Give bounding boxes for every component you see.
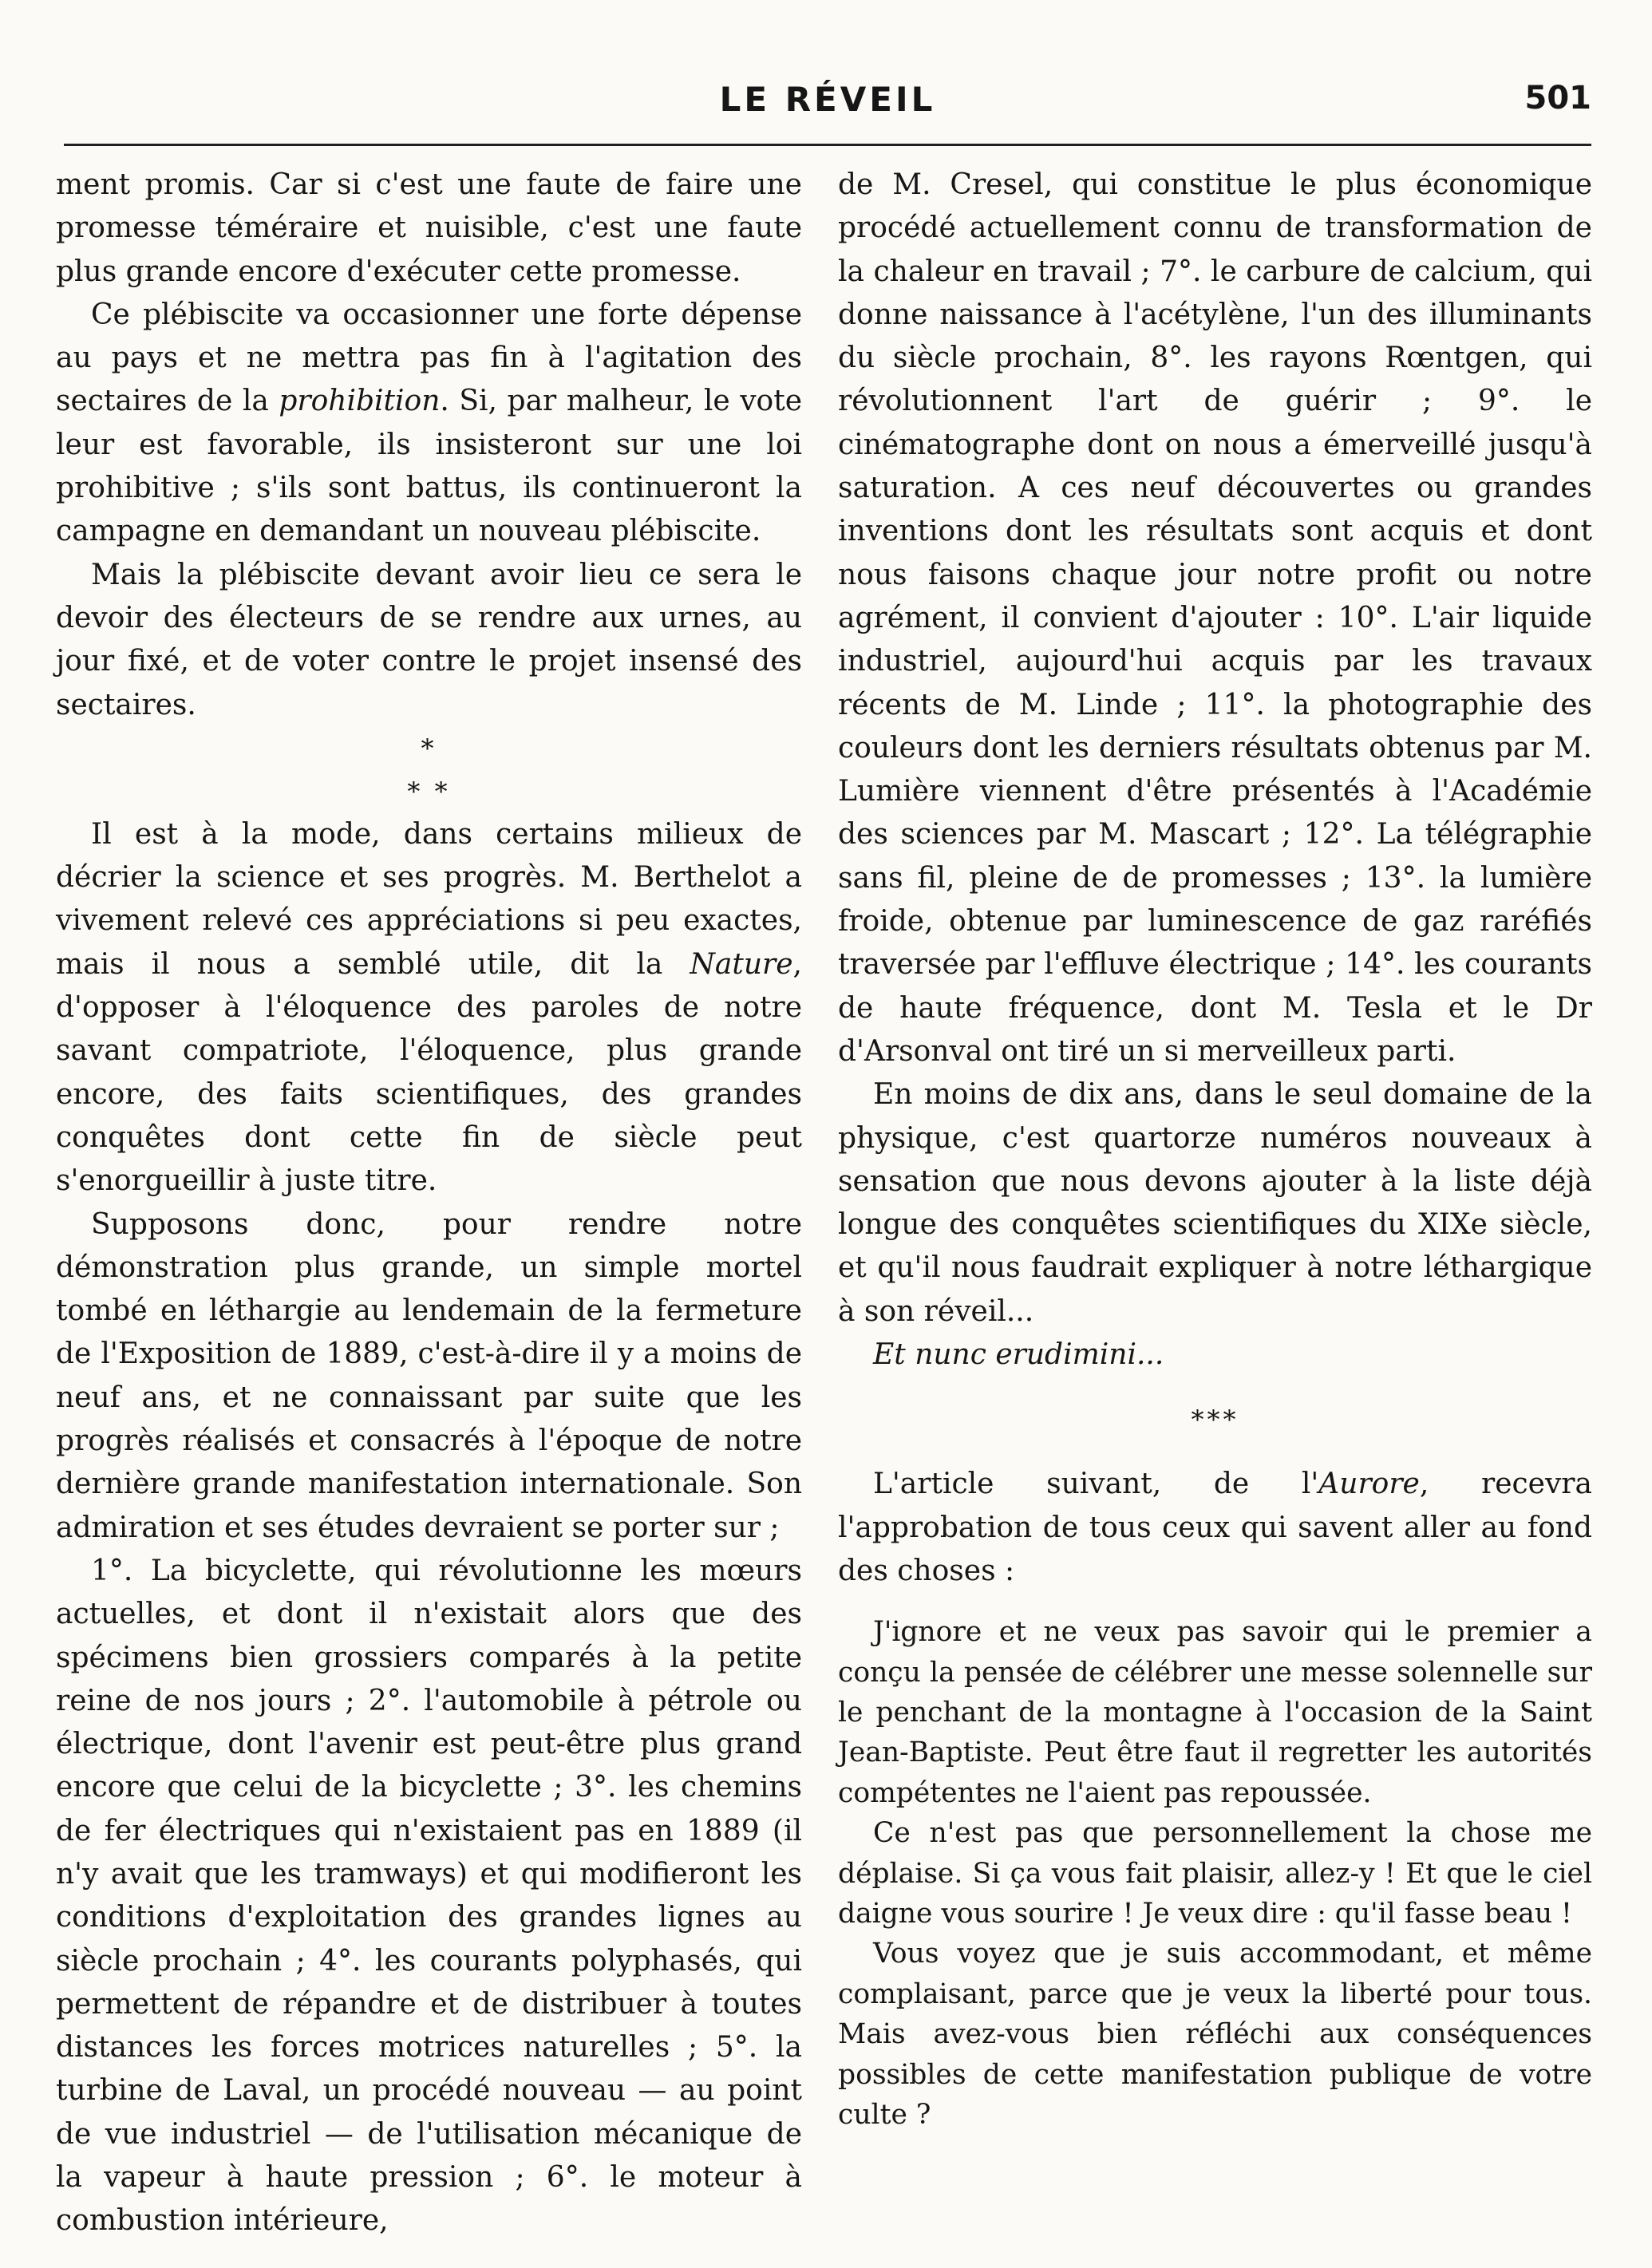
section-separator: * * *	[407, 733, 451, 807]
paragraph: J'ignore et ne veux pas savoir qui le premier a conçu la pensée de célébrer une messe solennelle sur le penchant de la montagne à l'occasion de la Saint Jean-Baptiste. Peut être faut il regretter les autorités compétentes ne l'aient pas repoussée.	[838, 1616, 1592, 1809]
quoted-article	[838, 1612, 1592, 2135]
header-rule	[64, 144, 1591, 146]
paragraph: ment promis. Car si c'est une faute de faire une promesse téméraire et nuisible, c'est une faute plus grande encore d'exécuter cette promesse.	[56, 168, 802, 288]
paragraph: Ce n'est pas que personnellement la chose me déplaise. Si ça vous fait plaisir, allez-y ! Et que le ciel daigne vous sourire ! Je veux dire : qu'il fasse beau !	[838, 1817, 1592, 1930]
right-column	[838, 164, 1592, 2135]
paragraph: Ce plébiscite va occasionner une forte dépense au pays et ne mettra pas fin à l'agitation des sectaires de la prohibition. Si, par malheur, le vote leur est favorable, ils insisteront sur une loi prohibitive ; s'ils sont battus, ils continueront la campagne en demandant un nouveau plébiscite.	[56, 298, 803, 548]
paragraph: Mais la plébiscite devant avoir lieu ce sera le devoir des électeurs de se rendre aux urnes, au jour fixé, et de voter contre le projet insensé des sectaires.	[56, 558, 802, 721]
page-number: 501	[1524, 80, 1591, 117]
paragraph: L'article suivant, de l'Aurore, recevra l'approbation de tous ceux qui savent aller au fond des choses :	[838, 1468, 1592, 1587]
page-title: LE RÉVEIL	[719, 80, 936, 119]
paragraph: Il est à la mode, dans certains milieux de décrier la science et ses progrès. M. Berthelot a vivement relevé ces appréciations si peu exactes, mais il nous a semblé utile, dit la Nature, d'opposer à l'éloquence des paroles de notre savant compatriote, l'éloquence, plus grande encore, des faits scientifiques, des grandes conquêtes dont cette fin de siècle peut s'enorgueillir à juste titre.	[56, 817, 802, 1198]
latin-quote: Et nunc erudimini...	[873, 1338, 1164, 1372]
paragraph: En moins de dix ans, dans le seul domaine de la physique, c'est quartorze numéros nouveaux à sensation que nous devons ajouter à la liste déjà longue des conquêtes scientifiques du XIXe siècle, et qu'il nous faudrait expliquer à notre léthargique à son réveil...	[838, 1078, 1592, 1328]
spacer	[838, 1593, 1592, 1612]
left-column	[56, 164, 802, 2243]
section-separator: ***	[1191, 1405, 1239, 1436]
paragraph: Supposons donc, pour rendre notre démonstration plus grande, un simple mortel tombé en léthargie au lendemain de la fermeture de l'Exposition de 1889, c'est-à-dire il y a moins de neuf ans, et ne connaissant par suite que les progrès réalisés et consacrés à l'époque de notre dernière grande manifestation internationale. Son admiration et ses études devraient se porter sur ;	[56, 1207, 802, 1544]
paragraph: de M. Cresel, qui constitue le plus économique procédé actuellement connu de transformation de la chaleur en travail ; 7°. le carbure de calcium, qui donne naissance à l'acétylène, l'un des illuminants du siècle prochain, 8°. les rayons Rœntgen, qui révolutionnent l'art de guérir ; 9°. le cinématographe dont on nous a émerveillé jusqu'à saturation. A ces neuf découvertes ou grandes inventions dont les résultats sont acquis et dont nous faisons chaque jour notre profit ou notre agrément, il convient d'ajouter : 10°. L'air liquide industriel, aujourd'hui acquis par les travaux récents de M. Linde ; 11°. la photographie des couleurs dont les derniers résultats obtenus par M. Lumière viennent d'être présentés à l'Académie des sciences par M. Mascart ; 12°. La télégraphie sans fil, pleine de de promesses ; 13°. la lumière froide, obtenue par luminescence de gaz raréfiés traversée par l'effluve électrique ; 14°. les courants de haute fréquence, dont M. Tesla et le Dr d'Arsonval ont tiré un si merveilleux parti.	[838, 168, 1592, 1068]
paragraph: Vous voyez que je suis accommodant, et même complaisant, parce que je veux la liberté pour tous. Mais avez-vous bien réfléchi aux conséquences possibles de cette manifestation publique de votre culte ?	[838, 1938, 1592, 2132]
page-header	[64, 80, 1591, 128]
paragraph: 1°. La bicyclette, qui révolutionne les mœurs actuelles, et dont il n'existait alors que des spécimens bien grossiers comparés à la petite reine de nos jours ; 2°. l'automobile à pétrole ou électrique, dont l'avenir est peut-être plus grand encore que celui de la bicyclette ; 3°. les chemins de fer électriques qui n'existaient pas en 1889 (il n'y avait que les tramways) et qui modifieront les conditions d'exploitation des grandes lignes au siècle prochain ; 4°. les courants polyphasés, qui permettent de répandre et de distribuer à toutes distances les forces motrices naturelles ; 5°. la turbine de Laval, un procédé nouveau — au point de vue industriel — de l'utilisation mécanique de la vapeur à haute pression ; 6°. le moteur à combustion intérieure,	[56, 1554, 802, 2238]
